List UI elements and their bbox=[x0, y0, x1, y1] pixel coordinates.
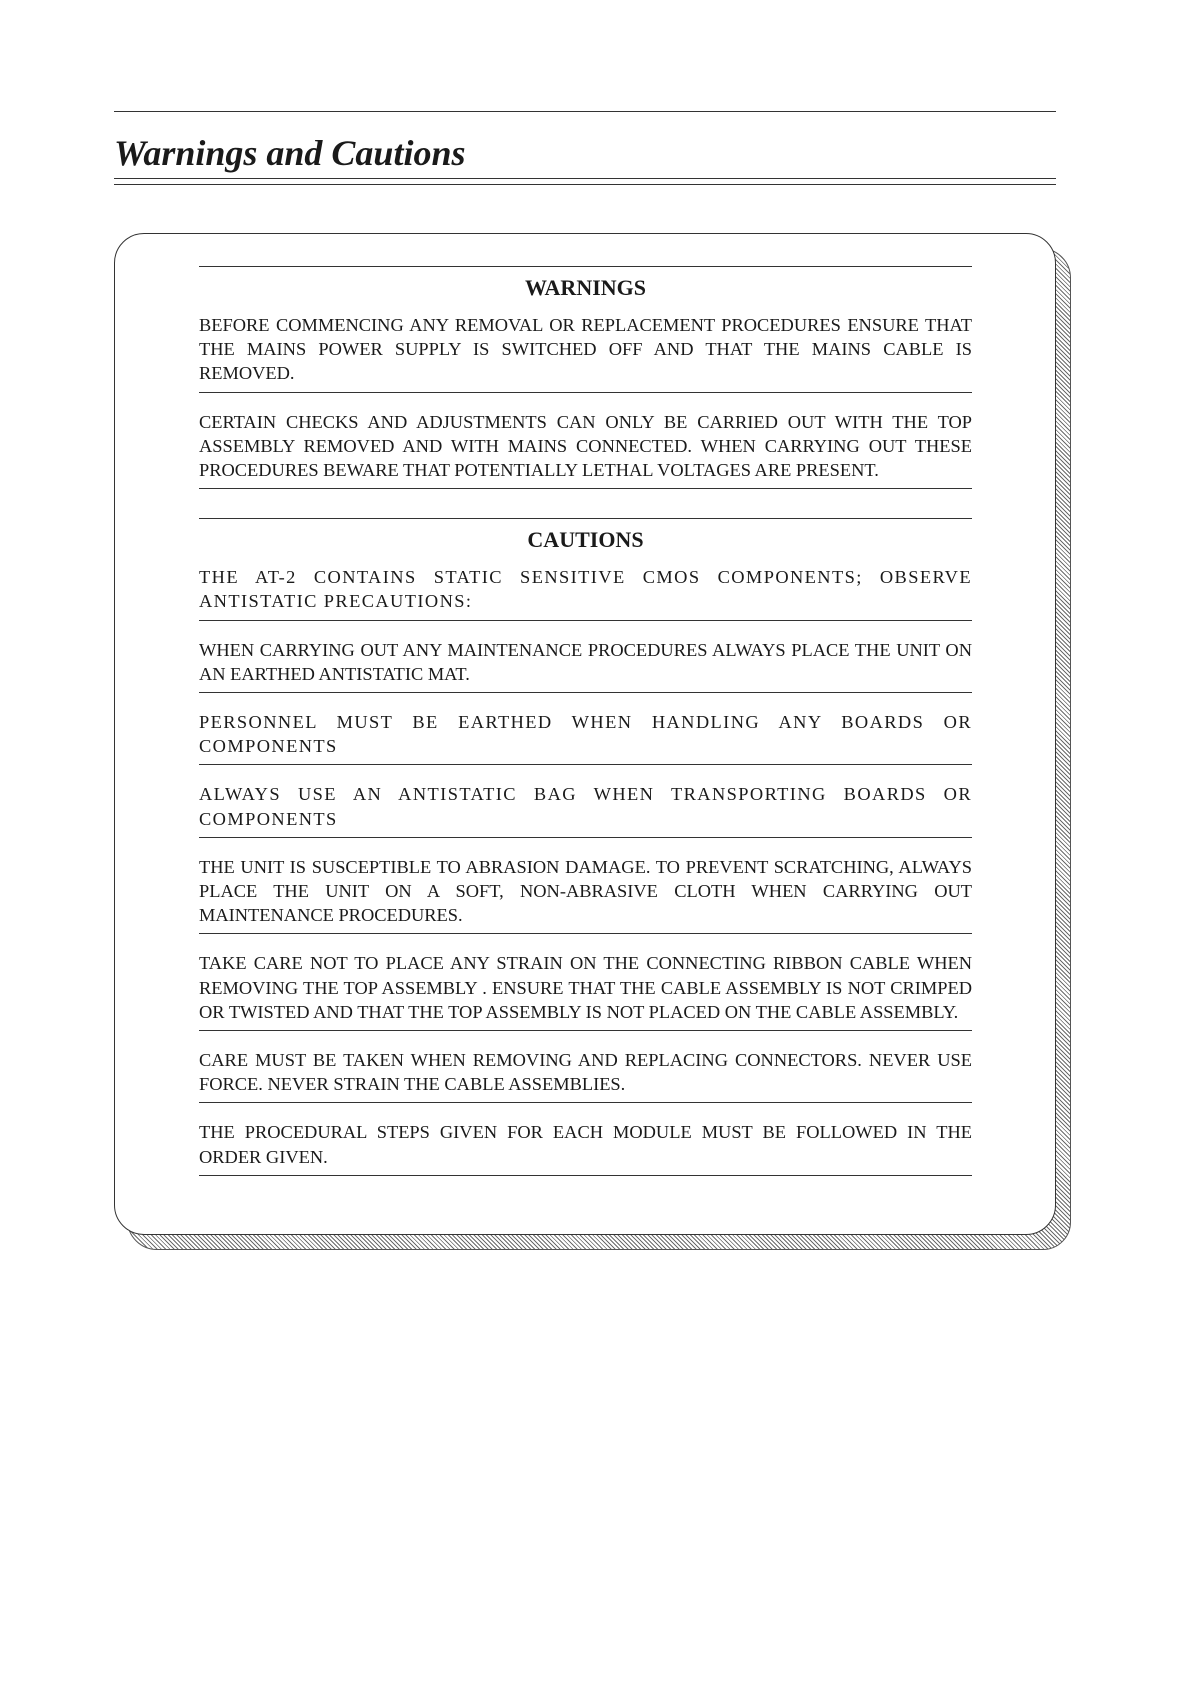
warning-item: CERTAIN CHECKS AND ADJUSTMENTS CAN ONLY BE CARRIED OUT WITH THE TOP ASSEMBLY REMOVED AND WITH MAINS CONNECTED. WHEN CARRYING OUT THESE PROCEDURES BEWARE THAT POTENTIALLY LETHAL VOLTAGES ARE PRESENT. bbox=[199, 410, 972, 490]
caution-item: THE UNIT IS SUSCEPTIBLE TO ABRASION DAMAGE. TO PREVENT SCRATCHING, ALWAYS PLACE THE UNIT ON A SOFT, NON-ABRASIVE CLOTH WHEN CARRYING OUT MAINTENANCE PROCEDURES. bbox=[199, 855, 972, 935]
warnings-section bbox=[199, 266, 972, 489]
caution-item: THE PROCEDURAL STEPS GIVEN FOR EACH MODULE MUST BE FOLLOWED IN THE ORDER GIVEN. bbox=[199, 1120, 972, 1175]
warnings-heading: WARNINGS bbox=[524, 275, 647, 300]
page-title: Warnings and Cautions bbox=[114, 133, 466, 173]
warnings-top-rule bbox=[199, 266, 972, 267]
caution-item: WHEN CARRYING OUT ANY MAINTENANCE PROCEDURES ALWAYS PLACE THE UNIT ON AN EARTHED ANTISTATIC MAT. bbox=[199, 638, 972, 693]
title-underline-double bbox=[114, 184, 1056, 185]
warning-item: BEFORE COMMENCING ANY REMOVAL OR REPLACEMENT PROCEDURES ENSURE THAT THE MAINS POWER SUPPLY IS SWITCHED OFF AND THAT THE MAINS CABLE IS REMOVED. bbox=[199, 313, 972, 393]
caution-item: CARE MUST BE TAKEN WHEN REMOVING AND REPLACING CONNECTORS. NEVER USE FORCE. NEVER STRAIN THE CABLE ASSEMBLIES. bbox=[199, 1048, 972, 1103]
cautions-heading: CAUTIONS bbox=[527, 527, 644, 553]
cautions-top-rule bbox=[199, 518, 972, 519]
cautions-section bbox=[199, 518, 972, 1176]
notice-content bbox=[199, 266, 972, 1176]
caution-item: ALWAYS USE AN ANTISTATIC BAG WHEN TRANSPORTING BOARDS OR COMPONENTS bbox=[199, 782, 972, 837]
title-underline bbox=[114, 178, 1056, 179]
caution-item: THE AT-2 CONTAINS STATIC SENSITIVE CMOS COMPONENTS; OBSERVE ANTISTATIC PRECAUTIONS: bbox=[199, 565, 972, 620]
header-top-rule bbox=[114, 111, 1056, 112]
caution-item: TAKE CARE NOT TO PLACE ANY STRAIN ON THE CONNECTING RIBBON CABLE WHEN REMOVING THE TOP ASSEMBLY . ENSURE THAT THE CABLE ASSEMBLY IS NOT CRIMPED OR TWISTED AND THAT THE TOP ASSEMBLY IS NOT PLACED ON THE CABLE ASSEMBLY. bbox=[199, 951, 972, 1031]
caution-item: PERSONNEL MUST BE EARTHED WHEN HANDLING ANY BOARDS OR COMPONENTS bbox=[199, 710, 972, 765]
